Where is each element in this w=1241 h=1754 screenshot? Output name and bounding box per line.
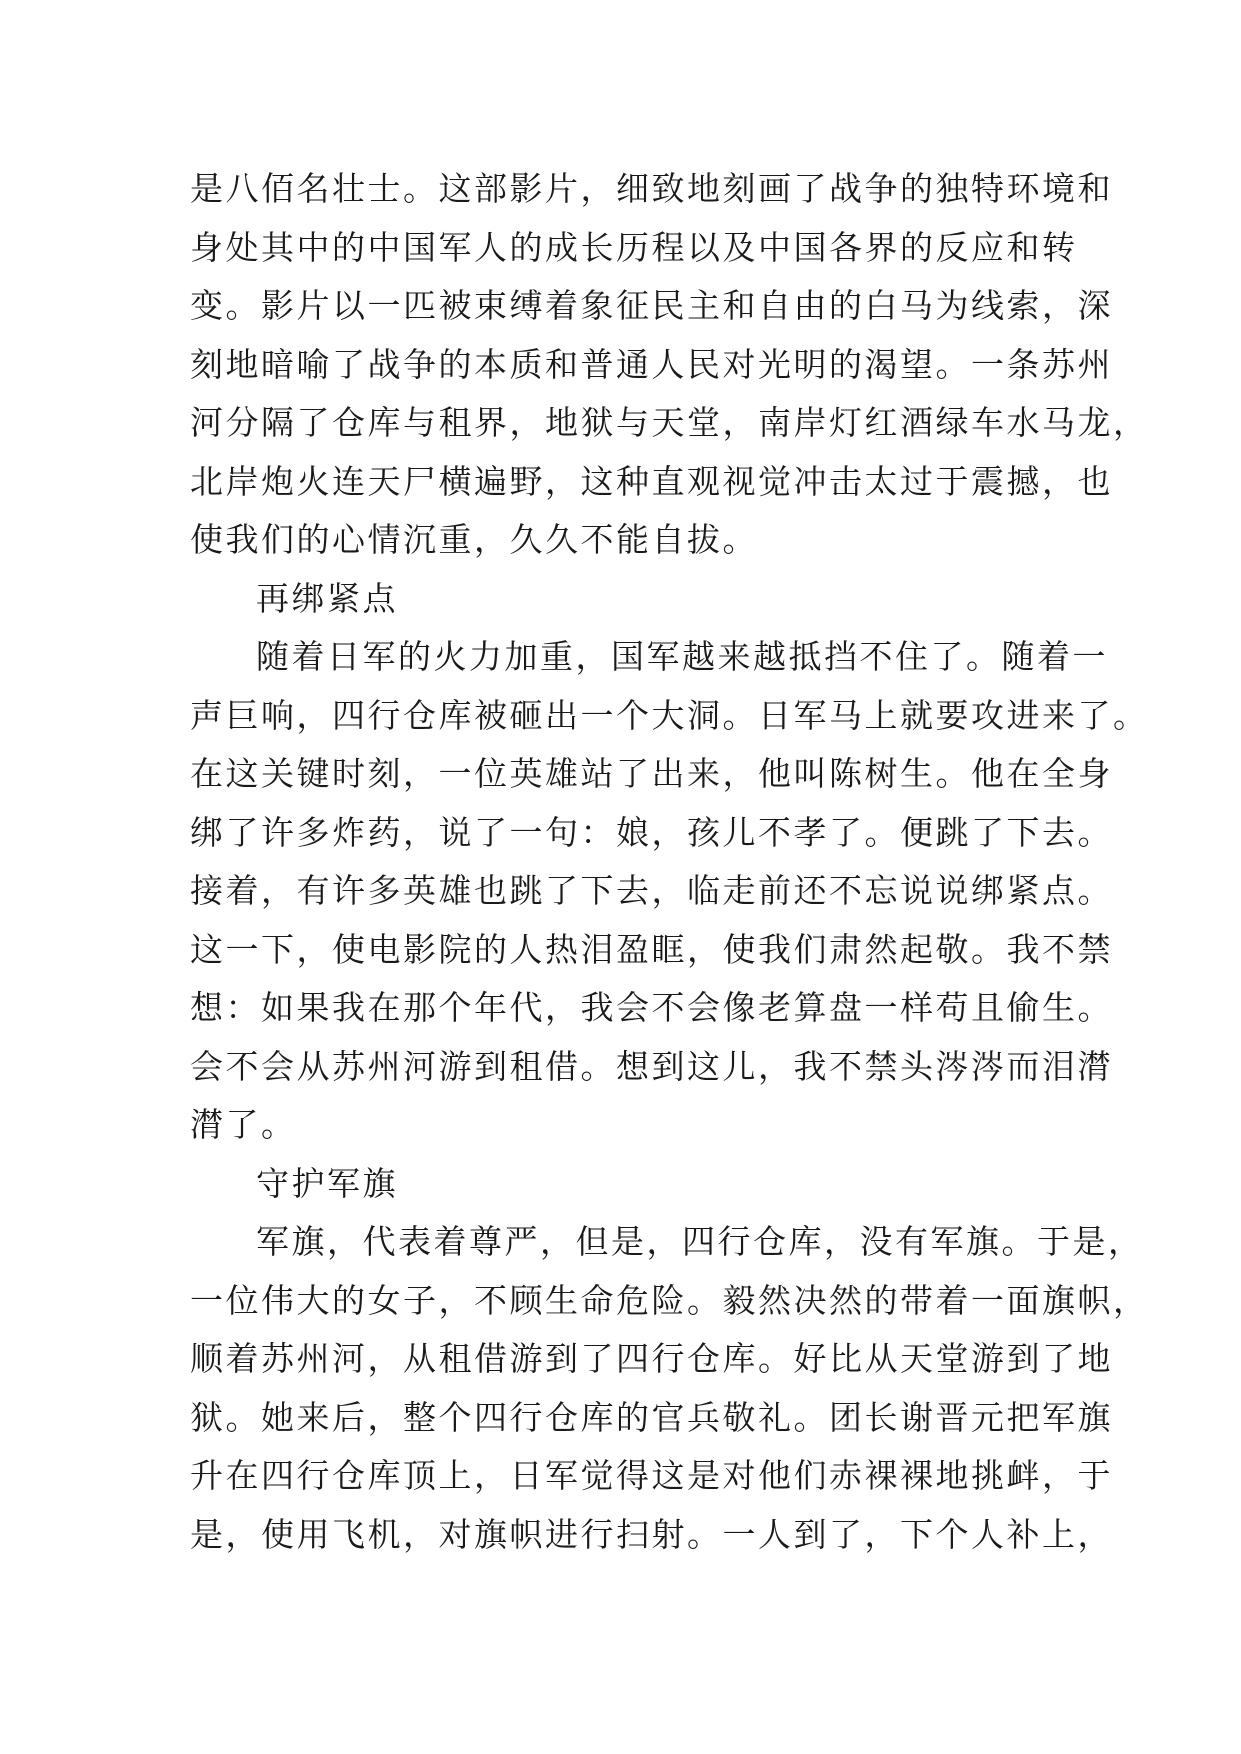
text-line: 身处其中的中国军人的成长历程以及中国各界的反应和转 (190, 227, 1078, 267)
text-line: 想：如果我在那个年代，我会不会像老算盘一样苟且偷生。 (190, 988, 1113, 1027)
text-line: 接着，有许多英雄也跳了下去，临走前还不忘说说绑紧点。 (190, 871, 1113, 910)
text-line: 刻地暗喻了战争的本质和普通人民对光明的渴望。一条苏州 (190, 344, 1113, 384)
text-line: 军旗，代表着尊严，但是，四行仓库，没有军旗。于是， (256, 1222, 1144, 1261)
text-line: 潸了。 (190, 1105, 297, 1144)
text-line: 升在四行仓库顶上，日军觉得这是对他们赤裸裸地挑衅，于 (190, 1456, 1113, 1495)
text-line: 是，使用飞机，对旗帜进行扫射。一人到了，下个人补上， (190, 1514, 1113, 1554)
text-line: 一位伟大的女子，不顾生命危险。毅然决然的带着一面旗帜， (190, 1280, 1149, 1320)
section-heading: 再绑紧点 (256, 578, 398, 618)
text-line: 会不会从苏州河游到租借。想到这儿，我不禁头涔涔而泪潸 (190, 1046, 1113, 1086)
text-line: 绑了许多炸药，说了一句：娘，孩儿不孝了。便跳了下去。 (190, 812, 1113, 852)
text-line: 在这关键时刻，一位英雄站了出来，他叫陈树生。他在全身 (190, 754, 1113, 793)
text-line: 声巨响，四行仓库被砸出一个大洞。日军马上就要攻进来了。 (190, 695, 1149, 735)
text-line: 这一下，使电影院的人热泪盈眶，使我们肃然起敬。我不禁 (190, 929, 1113, 969)
text-line: 使我们的心情沉重，久久不能自拔。 (190, 520, 758, 559)
document-body (190, 160, 1149, 1564)
text-line: 狱。她来后，整个四行仓库的官兵敬礼。团长谢晋元把军旗 (190, 1397, 1113, 1437)
text-line: 北岸炮火连天尸横遍野，这种直观视觉冲击太过于震撼，也 (190, 461, 1113, 501)
paragraph (190, 160, 1149, 570)
text-line: 河分隔了仓库与租界，地狱与天堂，南岸灯红酒绿车水马龙， (190, 403, 1149, 442)
paragraph (190, 628, 1149, 1155)
paragraph (190, 1213, 1149, 1564)
text-line: 顺着苏州河，从租借游到了四行仓库。好比从天堂游到了地 (190, 1339, 1113, 1378)
text-line: 变。影片以一匹被束缚着象征民主和自由的白马为线索，深 (190, 286, 1113, 325)
section-heading: 守护军旗 (256, 1163, 398, 1203)
text-line: 随着日军的火力加重，国军越来越抵挡不住了。随着一 (256, 637, 1108, 676)
text-line: 是八佰名壮士。这部影片，细致地刻画了战争的独特环境和 (190, 169, 1113, 208)
